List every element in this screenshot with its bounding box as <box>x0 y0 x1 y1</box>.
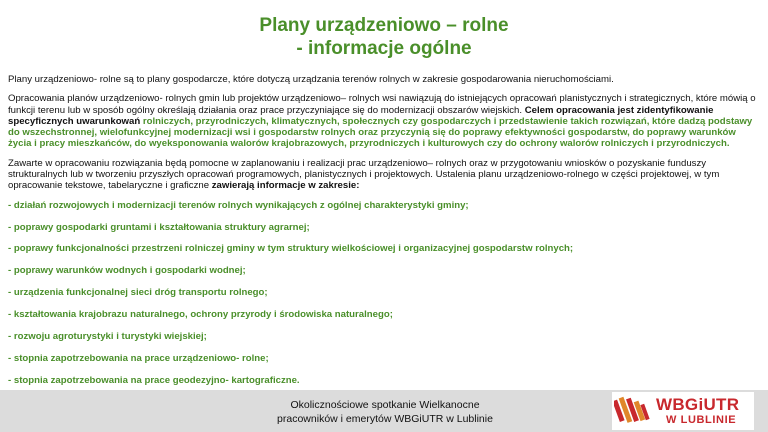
footer-line1: Okolicznościowe spotkanie Wielkanocne <box>290 399 480 411</box>
paragraph-purpose <box>8 93 760 149</box>
paragraph-purpose-green: rolniczych, przyrodniczych, klimatycznych, społecznych czy gospodarczych i przedstawienie takich rozwiązań, które dadzą podstawy do wszechstronnej, wielofunkcyjnej modernizacji wsi i gospodarstw rolnych oraz przyczynią się do poprawy efektywności gospodarstw, do poprawy warunków życia i pracy mieszkańców, do wyeksponowania walorów krajobrazowych, przyrodniczych i kulturowych czy do ochrony walorów rolniczych i przyrodniczych. <box>8 115 753 150</box>
list-item: - poprawy warunków wodnych i gospodarki wodnej; <box>8 265 246 277</box>
list-item: - działań rozwojowych i modernizacji terenów rolnych wynikających z ogólnej charakterystyki gminy; <box>8 199 469 211</box>
list-item: - urządzenia funkcjonalnej sieci dróg transportu rolnego; <box>8 287 268 299</box>
paragraph-scope <box>8 158 760 192</box>
logo-name: WBGiUTR <box>656 395 740 414</box>
list-item: - poprawy gospodarki gruntami i kształtowania struktury agrarnej; <box>8 221 310 233</box>
slide-title <box>0 14 768 60</box>
list-item: - kształtowania krajobrazu naturalnego, ochrony przyrody i środowiska naturalnego; <box>8 309 393 321</box>
list-item: - poprawy funkcjonalności przestrzeni rolniczej gminy w tym struktury wielkościowej i organizacyjnej gospodarstw rolnych; <box>8 243 574 255</box>
paragraph-purpose-bold: Celem opracowania jest zidentyfikowanie specyficznych uwarunkowań <box>8 104 714 127</box>
list-item: - stopnia zapotrzebowania na prace geodezyjno- kartograficzne. <box>8 374 300 386</box>
list-item: - stopnia zapotrzebowania na prace urządzeniowo- rolne; <box>8 352 269 364</box>
logo-mark-icon <box>614 394 652 428</box>
slide-title-line1: Plany urządzeniowo – rolne <box>259 15 509 36</box>
slide-content <box>8 74 760 397</box>
slide-title-line2: - informacje ogólne <box>296 38 472 59</box>
footer-text <box>240 398 530 426</box>
logo-city: W LUBLINIE <box>666 414 737 426</box>
paragraph-intro: Plany urządzeniowo- rolne są to plany gospodarcze, które dotyczą urządzania terenów rolnych w zakresie gospodarowania nieruchomościami. <box>8 74 614 85</box>
wbgiutr-logo <box>612 392 754 430</box>
paragraph-scope-text: Zawarte w opracowaniu rozwiązania będą pomocne w zaplanowaniu i realizacji prac urządzeniowo– rolnych oraz w przygotowaniu wniosków o pozyskanie funduszy strukturalnych lub w tworzeniu przyszłych opracowań programowych, planistycznych i projektowych. Ustalenia planu urządzeniowo-rolnego w części projektowej, w tym opracowanie tekstowe, tabelaryczne i graficzne <box>8 157 720 192</box>
footer-line2: pracowników i emerytów WBGiUTR w Lublinie <box>277 413 493 425</box>
paragraph-purpose-text: Opracowania planów urządzeniowo- rolnych gmin lub projektów urządzeniowo– rolnych wsi nawiązują do istniejących opracowań planistycznych i strategicznych, które mówią o funkcji terenu lub w sposób ogólny określają działania oraz prace przyczyniające się do modernizacji obszarów wiejskich. <box>8 93 756 116</box>
scope-list <box>8 200 760 386</box>
paragraph-scope-bold: zawierają informacje w zakresie: <box>211 180 360 192</box>
list-item: - rozwoju agroturystyki i turystyki wiejskiej; <box>8 331 207 343</box>
